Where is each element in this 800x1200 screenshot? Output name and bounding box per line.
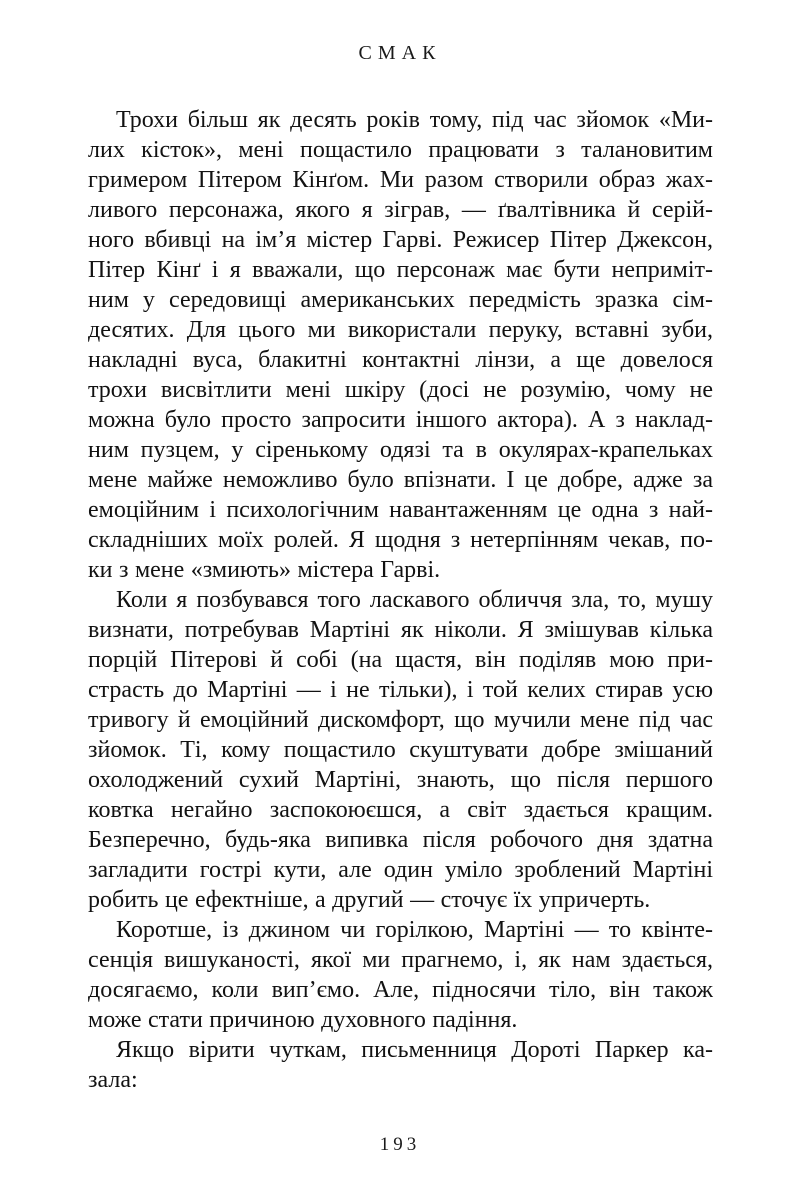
paragraph xyxy=(88,585,713,915)
text-line: десятих. Для цього ми використали перуку, вставні зуби, xyxy=(88,317,713,343)
text-line: трохи висвітлити мені шкіру (досі не розумію, чому не xyxy=(88,377,713,403)
text-line: можна було просто запросити іншого актора). А з наклад- xyxy=(88,407,713,433)
text-line: ки з мене «змиють» містера Гарві. xyxy=(88,557,441,583)
text-line: може стати причиною духовного падіння. xyxy=(88,1007,518,1033)
text-line: загладити гострі кути, але один уміло зроблений Мартіні xyxy=(88,857,713,883)
text-line: емоційним і психологічним навантаженням це одна з най- xyxy=(88,497,713,523)
text-line: охолоджений сухий Мартіні, знають, що після першого xyxy=(88,767,713,793)
text-line: Коротше, із джином чи горілкою, Мартіні — то квінте- xyxy=(116,917,713,943)
text-line: страсть до Мартіні — і не тільки), і той келих стирав усю xyxy=(88,677,713,703)
text-line: гримером Пітером Кінґом. Ми разом створили образ жах- xyxy=(88,167,713,193)
text-line: Якщо вірити чуткам, письменниця Дороті Паркер ка- xyxy=(116,1037,713,1063)
text-line: зала: xyxy=(88,1067,138,1093)
text-line: ковтка негайно заспокоюєшся, а світ здається кращим. xyxy=(88,797,713,823)
text-line: накладні вуса, блакитні контактні лінзи, а ще довелося xyxy=(88,347,713,373)
text-line: тривогу й емоційний дискомфорт, що мучили мене під час xyxy=(88,707,713,733)
text-block xyxy=(88,105,713,1095)
text-line: Трохи більш як десять років тому, під час зйомок «Ми- xyxy=(116,107,713,133)
text-line: Безперечно, будь-яка випивка після робочого дня здатна xyxy=(88,827,713,853)
text-line: мене майже неможливо було впізнати. І це добре, адже за xyxy=(88,467,713,493)
paragraph xyxy=(88,105,713,585)
page-number: 193 xyxy=(379,1134,421,1155)
text-line: ним у середовищі американських передмість зразка сім- xyxy=(88,287,713,313)
text-line: порцій Пітерові й собі (на щастя, він поділяв мою при- xyxy=(88,647,713,673)
text-line: ного вбивці на ім’я містер Гарві. Режисер Пітер Джексон, xyxy=(88,227,713,253)
text-line: робить це ефектніше, а другий — сточує їх упричерть. xyxy=(88,887,651,913)
paragraph xyxy=(88,915,713,1035)
text-line: Пітер Кінґ і я вважали, що персонаж має бути непримiт- xyxy=(88,257,713,283)
running-head: СМАК xyxy=(358,42,442,64)
text-line: складніших моїх ролей. Я щодня з нетерпінням чекав, по- xyxy=(88,527,713,553)
text-line: ливого персонажа, якого я зіграв, — ґвалтівника й серій- xyxy=(88,197,713,223)
text-line: ним пузцем, у сіренькому одязі та в окулярах-крапельках xyxy=(88,437,713,463)
text-line: лих кісток», мені пощастило працювати з талановитим xyxy=(88,137,713,163)
text-line: зйомок. Ті, кому пощастило скуштувати добре змішаний xyxy=(88,737,713,763)
text-line: досягаємо, коли вип’ємо. Але, підносячи тіло, він також xyxy=(88,977,713,1003)
paragraph xyxy=(88,1035,713,1095)
text-line: визнати, потребував Мартіні як ніколи. Я змішував кілька xyxy=(88,617,713,643)
text-line: сенція вишуканості, якої ми прагнемо, і, як нам здається, xyxy=(88,947,713,973)
text-line: Коли я позбувався того ласкавого обличчя зла, то, мушу xyxy=(116,587,713,613)
